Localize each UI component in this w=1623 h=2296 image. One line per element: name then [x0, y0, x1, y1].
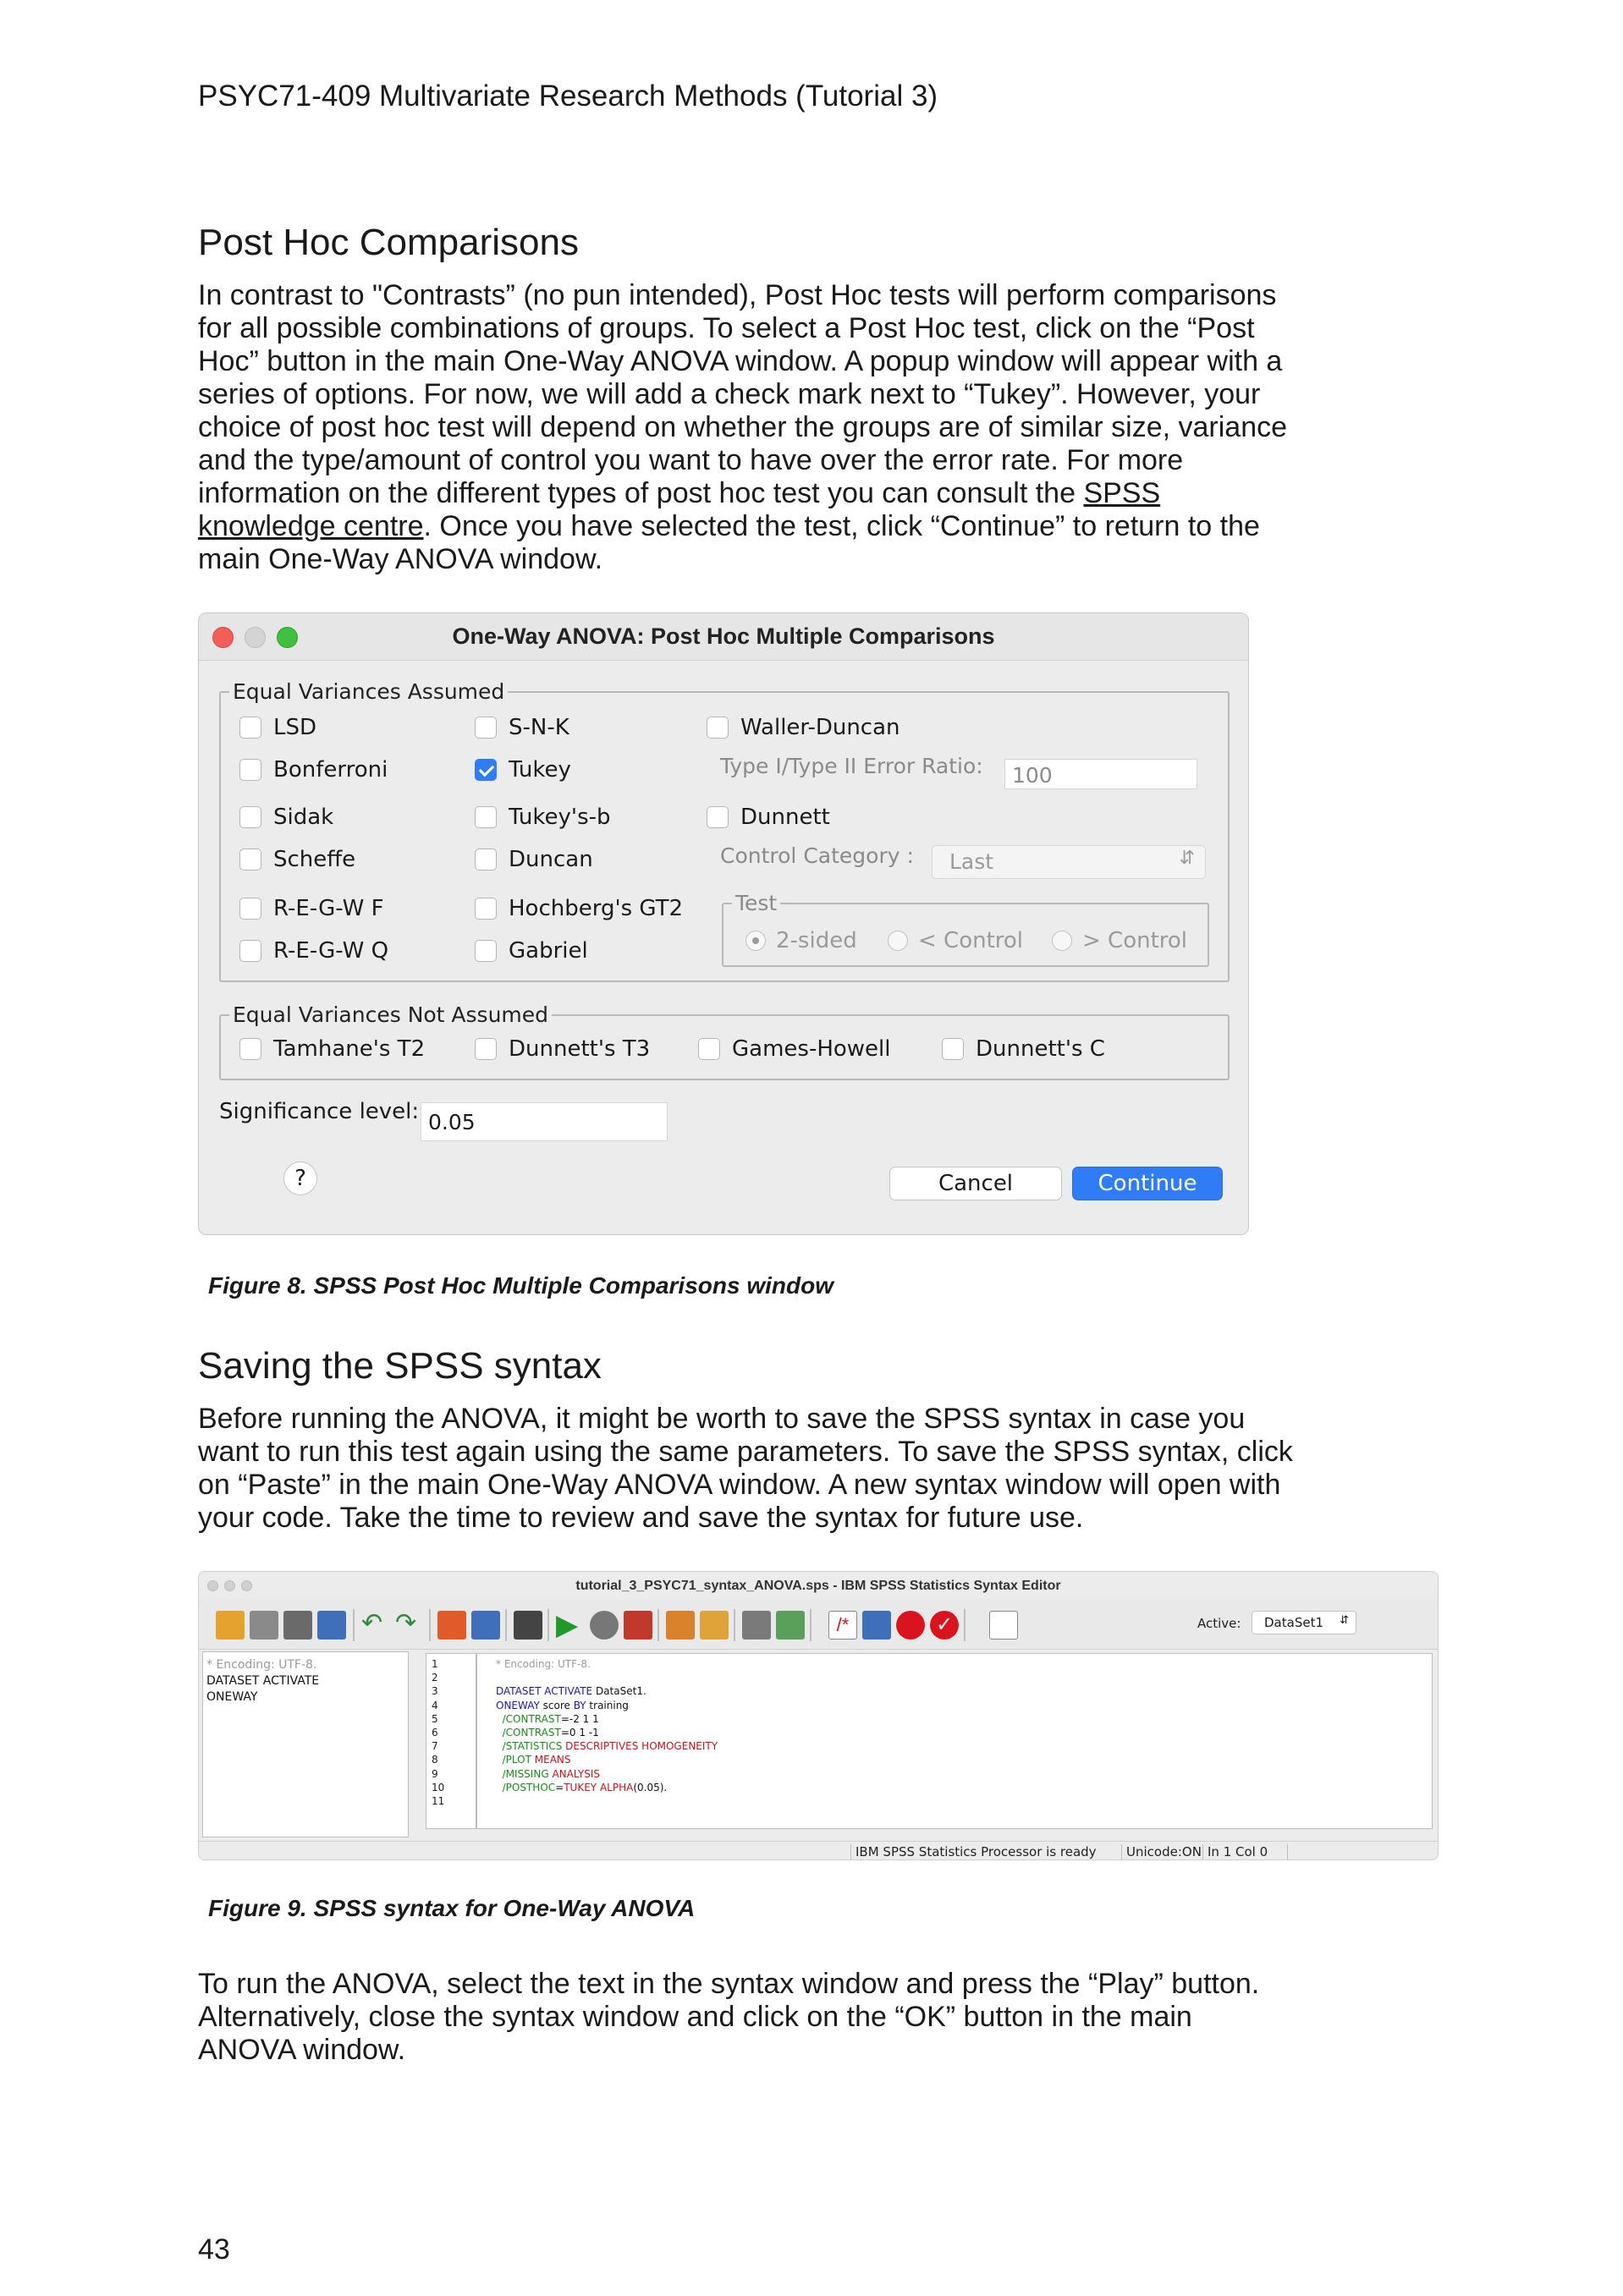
status-divider [1287, 1844, 1288, 1860]
option-dunnett-t3[interactable] [475, 1036, 650, 1062]
figure-8-caption: Figure 8. SPSS Post Hoc Multiple Comparisons window [208, 1272, 834, 1299]
error-ratio-label: Type I/Type II Error Ratio: [720, 754, 983, 778]
saving-syntax-paragraph [198, 1403, 1450, 1535]
radio-two-sided[interactable] [745, 928, 857, 953]
option-label: Waller-Duncan [740, 715, 900, 740]
paragraph-line: In contrast to "Contrasts” (no pun intended), Post Hoc tests will perform comparisons [198, 279, 1277, 311]
code-line [496, 1699, 1413, 1712]
running-header: PSYC71-409 Multivariate Research Methods (Tutorial 3) [198, 80, 938, 113]
active-dataset-select[interactable] [1252, 1611, 1356, 1634]
option-snk[interactable] [475, 715, 569, 740]
checkbox-icon[interactable] [239, 1038, 261, 1060]
bookmark-icon[interactable] [666, 1611, 695, 1640]
figure-9-caption: Figure 9. SPSS syntax for One-Way ANOVA [208, 1895, 696, 1921]
control-category-label: Control Category : [720, 843, 914, 868]
gray-square-icon[interactable] [742, 1611, 771, 1640]
option-label: Hochberg's GT2 [509, 896, 684, 921]
editor-title: tutorial_3_PSYC71_syntax_ANOVA.sps - IBM SPSS Statistics Syntax Editor [575, 1579, 1061, 1593]
toolbar-separator [964, 1609, 966, 1641]
option-sidak[interactable] [239, 805, 333, 830]
option-label: Sidak [273, 805, 334, 830]
code-subcommand: /PLOT [496, 1754, 535, 1766]
line-number: 3 [432, 1685, 438, 1698]
option-label: Duncan [509, 847, 593, 872]
checkbox-checked-icon[interactable] [475, 759, 497, 781]
toolbar-separator [657, 1609, 659, 1641]
goto-case-icon[interactable] [437, 1611, 466, 1640]
post-hoc-dialog [198, 612, 1249, 1235]
paragraph-line: choice of post hoc test will depend on whether the groups are of similar size, variance [198, 411, 1288, 443]
paragraph-line: Alternatively, close the syntax window and click on the “OK” button in the main [198, 2001, 1192, 2033]
option-waller-duncan[interactable] [707, 715, 900, 740]
dialog-titlebar [199, 613, 1248, 661]
nav-item[interactable]: DATASET ACTIVATE [206, 1674, 320, 1688]
active-dataset-value: DataSet1 [1264, 1615, 1323, 1630]
spss-knowledge-link-part2[interactable]: knowledge centre [198, 510, 424, 542]
help-button[interactable]: ? [283, 1162, 317, 1195]
code-keyword-value: ANALYSIS [552, 1767, 601, 1780]
code-line [496, 1726, 1413, 1739]
cursor-position-status: In 1 Col 0 [1208, 1844, 1268, 1859]
option-label: Scheffe [273, 847, 356, 872]
option-label: Gabriel [509, 938, 588, 964]
option-duncan[interactable] [475, 847, 593, 872]
toolbar-separator [353, 1609, 355, 1641]
paragraph-line: ANOVA window. [198, 2034, 406, 2066]
paragraph-line: main One-Way ANOVA window. [198, 543, 603, 575]
code-subcommand: /CONTRAST [496, 1727, 561, 1739]
option-label: LSD [273, 715, 317, 740]
checkbox-icon[interactable] [698, 1038, 720, 1060]
dialog-title: One-Way ANOVA: Post Hoc Multiple Comparisons [452, 623, 995, 649]
option-label: R-E-G-W Q [273, 938, 389, 964]
section-title-saving-syntax: Saving the SPSS syntax [198, 1345, 602, 1387]
option-tukey[interactable] [475, 757, 571, 783]
code-text: =0 1 -1 [560, 1727, 599, 1739]
paragraph-line [198, 510, 1450, 543]
option-label: Games-Howell [732, 1036, 891, 1062]
page-number: 43 [198, 2233, 230, 2266]
checkmark-icon[interactable]: ✓ [930, 1611, 959, 1640]
code-keyword: ONEWAY [496, 1699, 540, 1711]
code-subcommand: /MISSING [496, 1767, 553, 1780]
option-label: Tukey [509, 757, 571, 783]
checkbox-icon[interactable] [475, 898, 497, 920]
line-number: 4 [432, 1699, 438, 1711]
status-divider [1121, 1844, 1122, 1860]
significance-label: Significance level: [219, 1099, 420, 1124]
option-label: Tamhane's T2 [273, 1036, 426, 1062]
syntax-help-icon[interactable] [624, 1611, 652, 1640]
code-subcommand: /CONTRAST [496, 1712, 561, 1725]
radio-label: > Control [1082, 928, 1188, 953]
code-keyword-value: TUKEY [564, 1781, 597, 1793]
unicode-status: Unicode:ON [1126, 1844, 1202, 1859]
goto-variable-icon[interactable] [471, 1611, 500, 1640]
radio-selected-icon[interactable] [745, 931, 766, 951]
control-category-value: Last [949, 849, 994, 874]
option-tukeys-b[interactable] [475, 805, 611, 830]
option-bonferroni[interactable] [239, 757, 388, 783]
code-text: = [555, 1781, 564, 1793]
error-ratio-input[interactable]: 100 [1004, 759, 1197, 789]
code-line [496, 1712, 1413, 1726]
paragraph-text: information on the different types of post hoc test you can consult the [198, 477, 1084, 509]
checkbox-icon[interactable] [942, 1038, 964, 1060]
group-legend: Equal Variances Not Assumed [229, 1002, 552, 1027]
code-line [496, 1739, 1413, 1753]
group-legend: Equal Variances Assumed [229, 679, 508, 704]
option-label: R-E-G-W F [273, 896, 384, 921]
checkbox-icon[interactable] [475, 940, 497, 962]
code-line [496, 1671, 1413, 1684]
redo-icon[interactable]: ↷ [395, 1609, 417, 1637]
paragraph-line: To run the ANOVA, select the text in the syntax window and press the “Play” button. [198, 1968, 1260, 2000]
checkbox-icon[interactable] [239, 717, 261, 739]
option-scheffe[interactable] [239, 847, 355, 872]
option-tamhane[interactable] [239, 1036, 425, 1062]
nav-item[interactable]: ONEWAY [206, 1690, 258, 1704]
code-keyword: DATASET ACTIVATE [496, 1685, 593, 1698]
checkbox-icon[interactable] [475, 849, 497, 871]
option-label: Tukey's-b [509, 805, 611, 830]
checkbox-icon[interactable] [475, 1038, 497, 1060]
option-label: Bonferroni [273, 757, 388, 783]
line-number: 7 [432, 1740, 438, 1753]
toggle-bookmark-icon[interactable] [700, 1611, 729, 1640]
line-number-gutter [426, 1653, 476, 1829]
paragraph-line [198, 477, 1450, 510]
paragraph-line: and the type/amount of control you want to have over the error rate. For more [198, 444, 1184, 476]
option-label: Dunnett [740, 805, 830, 830]
paragraph-line: want to run this test again using the same parameters. To save the SPSS syntax, click [198, 1436, 1293, 1468]
toolbar-separator [734, 1609, 735, 1641]
significance-input[interactable]: 0.05 [421, 1102, 668, 1141]
open-folder-icon[interactable] [216, 1611, 245, 1640]
save-icon[interactable] [250, 1611, 278, 1640]
print-icon[interactable] [283, 1611, 312, 1640]
active-dataset-label: Active: [1197, 1616, 1241, 1631]
comment-icon[interactable]: /* [828, 1611, 857, 1640]
line-number: 5 [432, 1712, 438, 1725]
paragraph-line: your code. Take the time to review and save the syntax for future use. [198, 1502, 1084, 1534]
toolbar-separator [505, 1609, 507, 1641]
stop-icon[interactable] [590, 1611, 619, 1640]
editor-toolbar [199, 1599, 1438, 1650]
status-divider [1202, 1844, 1203, 1860]
option-dunnett-c[interactable] [942, 1036, 1105, 1062]
checkbox-icon[interactable] [239, 759, 261, 781]
output-icon[interactable] [989, 1611, 1018, 1640]
option-label: Dunnett's C [976, 1036, 1105, 1062]
code-text: score [539, 1699, 574, 1711]
paragraph-line: Hoc” button in the main One-Way ANOVA window. A popup window will appear with a [198, 345, 1283, 377]
toolbar-separator [547, 1609, 549, 1641]
editor-titlebar [199, 1572, 1438, 1599]
validate-icon[interactable] [862, 1611, 891, 1640]
code-subcommand: /POSTHOC [496, 1781, 556, 1793]
toolbar-separator [429, 1609, 431, 1641]
radio-label: < Control [918, 928, 1024, 953]
line-number: 2 [432, 1672, 438, 1684]
editor-status-bar [199, 1841, 1438, 1860]
breakpoint-icon[interactable] [896, 1611, 925, 1640]
run-play-icon[interactable]: ▶ [556, 1609, 579, 1641]
add-icon[interactable] [776, 1611, 805, 1640]
line-number: 6 [432, 1727, 438, 1739]
code-text: training [586, 1699, 629, 1711]
code-line: * Encoding: UTF-8. [496, 1658, 591, 1670]
status-divider [850, 1844, 851, 1860]
checkbox-icon[interactable] [475, 717, 497, 739]
dialog-recall-icon[interactable] [317, 1611, 346, 1640]
paragraph-text: . Once you have selected the test, click “Continue” to return to the [423, 510, 1260, 542]
checkbox-icon[interactable] [707, 717, 729, 739]
paragraph-line: on “Paste” in the main One-Way ANOVA window. A new syntax window will open with [198, 1469, 1281, 1501]
line-number: 1 [432, 1658, 438, 1670]
code-text: =-2 1 1 [560, 1712, 599, 1725]
undo-icon[interactable]: ↶ [361, 1609, 383, 1637]
option-label: Dunnett's T3 [509, 1036, 651, 1062]
post-hoc-paragraph [198, 279, 1450, 576]
checkbox-icon[interactable] [239, 806, 261, 828]
code-line [496, 1767, 1413, 1781]
syntax-code-editor[interactable] [476, 1653, 1433, 1829]
toolbar-separator [810, 1609, 812, 1641]
line-number: 8 [432, 1754, 438, 1766]
line-number: 11 [432, 1795, 445, 1808]
code-keyword-value: ALPHA [599, 1781, 634, 1793]
code-line [496, 1794, 1413, 1808]
checkbox-icon[interactable] [239, 849, 261, 871]
radio-less-control[interactable] [888, 928, 1023, 953]
checkbox-icon[interactable] [239, 940, 261, 962]
nav-item[interactable]: * Encoding: UTF-8. [206, 1658, 317, 1672]
paragraph-line: Before running the ANOVA, it might be worth to save the SPSS syntax in case you [198, 1403, 1246, 1435]
control-category-select[interactable] [932, 845, 1206, 879]
syntax-editor-window [198, 1571, 1439, 1860]
processor-status: IBM SPSS Statistics Processor is ready [856, 1844, 1097, 1859]
option-label: S-N-K [509, 715, 569, 740]
radio-icon[interactable] [1052, 931, 1072, 951]
radio-label: 2-sided [776, 928, 857, 953]
option-dunnett[interactable] [707, 805, 830, 830]
paragraph-line: for all possible combinations of groups. To select a Post Hoc test, click on the “Post [198, 312, 1255, 344]
checkbox-icon[interactable] [239, 898, 261, 920]
code-text: DataSet1. [592, 1685, 646, 1698]
code-line [496, 1684, 1413, 1698]
line-number: 10 [432, 1781, 445, 1793]
run-anova-paragraph [198, 1968, 1450, 2067]
continue-button[interactable]: Continue [1072, 1167, 1223, 1200]
chevron-updown-icon: ⇵ [1179, 848, 1195, 869]
option-regwf[interactable] [239, 896, 384, 921]
code-keyword-value: MEANS [534, 1754, 571, 1766]
code-line [496, 1753, 1413, 1766]
section-title-post-hoc: Post Hoc Comparisons [198, 222, 579, 263]
checkbox-icon[interactable] [475, 806, 497, 828]
cancel-button[interactable]: Cancel [889, 1167, 1062, 1200]
syntax-navigator-pane[interactable] [202, 1651, 409, 1837]
spss-knowledge-link-part1[interactable]: SPSS [1083, 477, 1161, 509]
chevron-updown-icon: ⇵ [1340, 1614, 1349, 1627]
code-subcommand: /STATISTICS [496, 1740, 566, 1753]
radio-icon[interactable] [888, 931, 908, 951]
option-lsd[interactable] [239, 715, 316, 740]
group-legend: Test [732, 891, 780, 915]
option-games-howell[interactable] [698, 1036, 891, 1062]
find-binoculars-icon[interactable] [514, 1611, 542, 1640]
option-gabriel[interactable] [475, 938, 588, 964]
code-line [496, 1781, 1413, 1794]
code-keyword-value: DESCRIPTIVES HOMOGENEITY [565, 1740, 718, 1753]
paragraph-line: series of options. For now, we will add a check mark next to “Tukey”. However, your [198, 378, 1261, 410]
line-number: 9 [432, 1767, 438, 1780]
option-regwq[interactable] [239, 938, 388, 964]
checkbox-icon[interactable] [707, 806, 729, 828]
radio-greater-control[interactable] [1052, 928, 1187, 953]
option-hochberg[interactable] [475, 896, 683, 921]
code-text: (0.05). [633, 1781, 668, 1793]
code-keyword: BY [573, 1699, 586, 1711]
